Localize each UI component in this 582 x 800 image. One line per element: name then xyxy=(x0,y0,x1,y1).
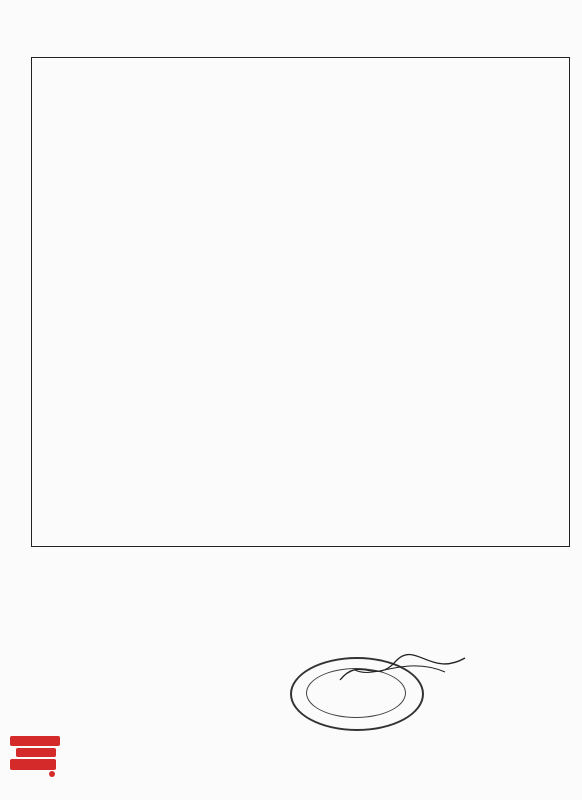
signature-scribble xyxy=(335,650,475,690)
navid-shahed-logo xyxy=(6,730,64,792)
grades-table xyxy=(31,57,570,547)
